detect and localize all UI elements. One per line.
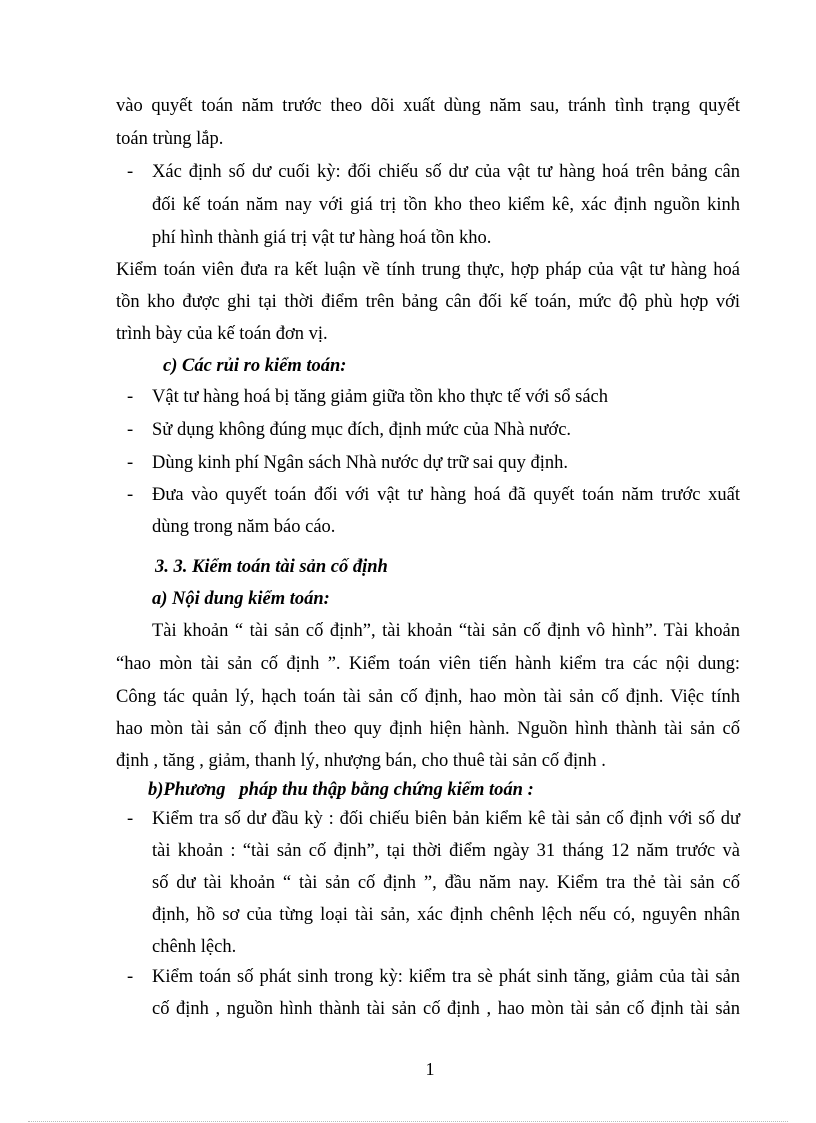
text-line: Sử dụng không đúng mục đích, định mức của Nhà nước. [152, 420, 572, 440]
bullet-dash: - [127, 162, 134, 182]
text-line: Xác định số dư cuối kỳ: đối chiếu số dư của vật tư hàng hoá trên bảng cân [152, 162, 740, 182]
text-line: Tài khoản “ tài sản cố định”, tài khoản “tài sản cố định vô hình”. Tài khoản [152, 621, 740, 641]
page-number: 1 [425, 1059, 435, 1079]
text-line: phí hình thành giá trị vật tư hàng hoá tồn kho. [152, 228, 492, 248]
section-heading: c) Các rủi ro kiểm toán: [163, 356, 347, 376]
bullet-dash: - [127, 453, 134, 473]
text-line: Kiểm toán viên đưa ra kết luận về tính trung thực, hợp pháp của vật tư hàng hoá [116, 260, 740, 280]
text-line: số dư tài khoản “ tài sản cố định ”, đầu năm nay. Kiểm tra thẻ tài sản cố [152, 873, 740, 893]
text-line: Công tác quản lý, hạch toán tài sản cố định, hao mòn tài sản cố định. Việc tính [116, 687, 740, 707]
text-line: định , tăng , giảm, thanh lý, nhượng bán, cho thuê tài sản cố định . [116, 751, 606, 771]
bullet-dash: - [127, 967, 134, 987]
text-line: tồn kho được ghi tại thời điểm trên bảng cân đối kế toán, mức độ phù hợp với [116, 292, 740, 312]
text-line: dùng trong năm báo cáo. [152, 517, 336, 537]
bullet-dash: - [127, 420, 134, 440]
text-line: Vật tư hàng hoá bị tăng giảm giữa tồn kho thực tế với sổ sách [152, 387, 609, 407]
text-line: hao mòn tài sản cố định theo quy định hiện hành. Nguồn hình thành tài sản cố [116, 719, 740, 739]
text-line: Đưa vào quyết toán đối với vật tư hàng hoá đã quyết toán năm trước xuất [152, 485, 740, 505]
text-line: trình bày của kế toán đơn vị. [116, 324, 328, 344]
text-line: toán trùng lắp. [116, 129, 224, 149]
text-line: vào quyết toán năm trước theo dõi xuất dùng năm sau, tránh tình trạng quyết [116, 96, 740, 116]
text-line: định, hồ sơ của từng loại tài sản, xác định chênh lệch nếu có, nguyên nhân [152, 905, 740, 925]
text-line: cố định , nguồn hình thành tài sản cố định , hao mòn tài sản cố định tài sản [152, 999, 740, 1019]
text-line: Kiểm tra số dư đầu kỳ : đối chiếu biên bản kiểm kê tài sản cố định với số dư [152, 809, 740, 829]
text-line: đối kế toán năm nay với giá trị tồn kho theo kiểm kê, xác định nguồn kinh [152, 195, 740, 215]
text-line: chênh lệch. [152, 937, 237, 957]
section-heading: b)Phương pháp thu thập bằng chứng kiểm toán : [148, 780, 534, 800]
bullet-dash: - [127, 485, 134, 505]
text-line: Kiểm toán số phát sinh trong kỳ: kiểm tra sè phát sinh tăng, giảm của tài sản [152, 967, 740, 987]
text-line: Dùng kinh phí Ngân sách Nhà nước dự trữ sai quy định. [152, 453, 568, 473]
text-line: “hao mòn tài sản cố định ”. Kiểm toán viên tiến hành kiểm tra các nội dung: [116, 654, 740, 674]
bullet-dash: - [127, 809, 134, 829]
bullet-dash: - [127, 387, 134, 407]
text-line: tài khoản : “tài sản cố định”, tại thời điểm ngày 31 tháng 12 năm trước và [152, 841, 740, 861]
section-heading: 3. 3. Kiểm toán tài sản cố định [155, 557, 388, 577]
section-heading: a) Nội dung kiểm toán: [152, 589, 330, 609]
page-bottom-divider [28, 1121, 788, 1122]
